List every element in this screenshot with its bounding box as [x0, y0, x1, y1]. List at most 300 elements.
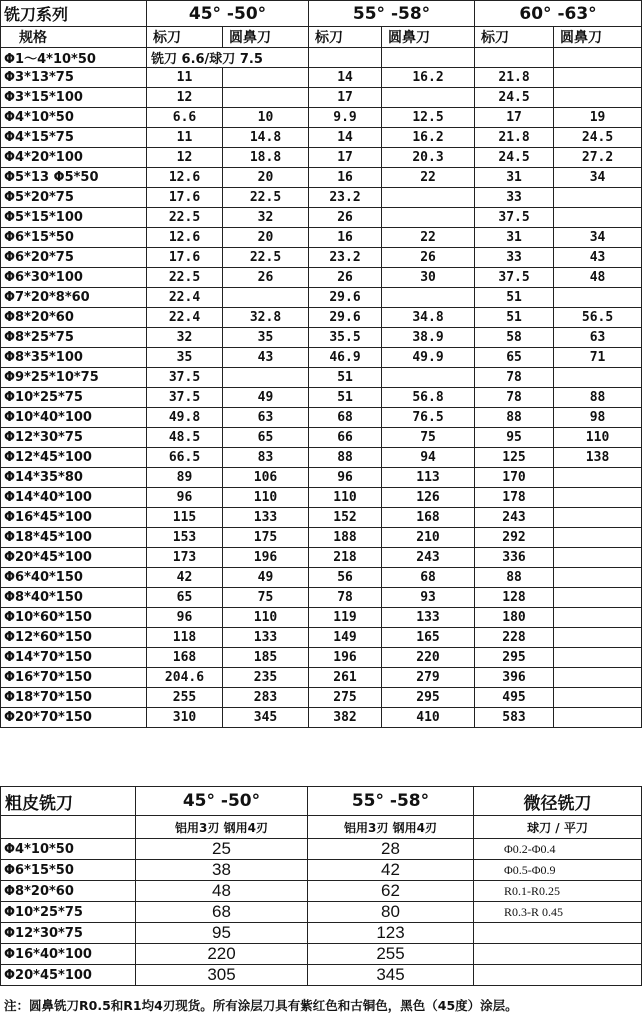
group-header-55-58: 55° -58° [309, 1, 475, 27]
price-cell [223, 88, 309, 108]
price-cell: 65 [147, 588, 223, 608]
price-cell: 126 [382, 488, 475, 508]
price-cell: 9.9 [309, 108, 382, 128]
table-row [1, 608, 642, 628]
table-row [1, 268, 642, 288]
price-cell: 220 [136, 944, 308, 965]
spec-cell: Φ8*25*75 [1, 328, 147, 348]
price-cell: 26 [309, 268, 382, 288]
price-cell: 51 [475, 308, 554, 328]
price-cell: 119 [309, 608, 382, 628]
price-cell: 345 [223, 708, 309, 728]
price-cell: 10 [223, 108, 309, 128]
price-cell: 63 [223, 408, 309, 428]
price-cell: 382 [309, 708, 382, 728]
table-row [1, 668, 642, 688]
price-cell [382, 48, 475, 68]
price-cell: 37.5 [147, 368, 223, 388]
price-cell: 48 [554, 268, 642, 288]
price-cell [554, 208, 642, 228]
price-cell: 23.2 [309, 188, 382, 208]
micro-size-cell: Φ0.5-Φ0.9 [474, 860, 642, 881]
price-cell: 279 [382, 668, 475, 688]
price-cell: 228 [475, 628, 554, 648]
price-cell: 123 [308, 923, 474, 944]
spec-cell: Φ14*40*100 [1, 488, 147, 508]
price-cell: 49.8 [147, 408, 223, 428]
price-cell: 283 [223, 688, 309, 708]
price-cell [382, 88, 475, 108]
price-cell: 32 [147, 328, 223, 348]
spec-cell: Φ8*20*60 [1, 881, 136, 902]
footnote: 注：圆鼻铣刀R0.5和R1均4刃现货。所有涂层刀具有紫红色和古铜色，黑色（45度）涂层。 [4, 998, 518, 1013]
table-row [1, 965, 642, 986]
price-cell: 152 [309, 508, 382, 528]
price-cell: 26 [309, 208, 382, 228]
price-cell: 51 [309, 368, 382, 388]
price-cell: 16.2 [382, 68, 475, 88]
price-cell: 12.6 [147, 228, 223, 248]
price-cell: 26 [382, 248, 475, 268]
price-cell: 133 [223, 628, 309, 648]
price-cell: 58 [475, 328, 554, 348]
table-row [1, 468, 642, 488]
price-cell: 49 [223, 568, 309, 588]
price-cell: 35.5 [309, 328, 382, 348]
price-cell: 89 [147, 468, 223, 488]
price-cell: 255 [308, 944, 474, 965]
price-cell: 38 [136, 860, 308, 881]
price-cell: 275 [309, 688, 382, 708]
price-cell: 68 [382, 568, 475, 588]
table-row [1, 108, 642, 128]
price-cell [554, 628, 642, 648]
price-cell: 12.6 [147, 168, 223, 188]
table-row [1, 628, 642, 648]
group-header-55-58: 55° -58° [308, 787, 474, 816]
table-row [1, 944, 642, 965]
price-cell: 56.5 [554, 308, 642, 328]
group-header-60-63: 60° -63° [475, 1, 642, 27]
table-row [1, 588, 642, 608]
price-cell [382, 188, 475, 208]
price-cell: 65 [475, 348, 554, 368]
spec-header: 规格 [1, 27, 147, 48]
price-cell [554, 468, 642, 488]
spec-cell: Φ5*20*75 [1, 188, 147, 208]
price-cell: 170 [475, 468, 554, 488]
price-cell: 96 [147, 488, 223, 508]
spec-cell: Φ18*45*100 [1, 528, 147, 548]
price-cell: 29.6 [309, 308, 382, 328]
price-cell: 204.6 [147, 668, 223, 688]
price-cell: 34 [554, 228, 642, 248]
spec-cell: Φ6*30*100 [1, 268, 147, 288]
price-cell: 295 [382, 688, 475, 708]
spec-cell: Φ16*70*150 [1, 668, 147, 688]
table-row [1, 708, 642, 728]
price-cell: 17.6 [147, 188, 223, 208]
price-cell: 63 [554, 328, 642, 348]
price-cell: 68 [136, 902, 308, 923]
table-row [1, 568, 642, 588]
table-row [1, 188, 642, 208]
price-cell: 37.5 [475, 268, 554, 288]
price-cell [554, 648, 642, 668]
spec-cell: Φ10*40*100 [1, 408, 147, 428]
price-cell [554, 368, 642, 388]
spec-cell: Φ6*15*50 [1, 860, 136, 881]
price-cell: 33 [475, 188, 554, 208]
price-cell: 17 [309, 88, 382, 108]
price-cell [382, 208, 475, 228]
price-cell: 110 [554, 428, 642, 448]
price-cell: 19 [554, 108, 642, 128]
price-cell: 128 [475, 588, 554, 608]
price-cell: 94 [382, 448, 475, 468]
price-cell [223, 368, 309, 388]
table-row [1, 148, 642, 168]
price-cell: 62 [308, 881, 474, 902]
price-cell: 14 [309, 68, 382, 88]
table-row [1, 408, 642, 428]
price-cell: 17 [475, 108, 554, 128]
sub-header-standard: 标刀 [147, 27, 223, 48]
price-cell: 20 [223, 168, 309, 188]
spec-cell: Φ7*20*8*60 [1, 288, 147, 308]
price-cell: 12 [147, 88, 223, 108]
sub-header-row [1, 816, 642, 839]
series-title: 铣刀系列 [1, 1, 147, 27]
spec-cell: Φ3*13*75 [1, 68, 147, 88]
price-cell [554, 48, 642, 68]
spec-cell: Φ20*70*150 [1, 708, 147, 728]
price-cell: 24.5 [475, 148, 554, 168]
price-cell [475, 48, 554, 68]
price-cell: 37.5 [147, 388, 223, 408]
price-cell: 88 [554, 388, 642, 408]
table-row [1, 428, 642, 448]
price-cell: 410 [382, 708, 475, 728]
spec-header-empty [1, 816, 136, 839]
price-cell: 35 [147, 348, 223, 368]
price-cell: 34.8 [382, 308, 475, 328]
price-cell: 22.5 [147, 208, 223, 228]
price-cell: 14 [309, 128, 382, 148]
table-row [1, 328, 642, 348]
price-cell: 95 [136, 923, 308, 944]
price-cell [554, 88, 642, 108]
table-row [1, 168, 642, 188]
price-cell: 17.6 [147, 248, 223, 268]
table-row [1, 860, 642, 881]
spec-cell: Φ20*45*100 [1, 548, 147, 568]
price-cell: 292 [475, 528, 554, 548]
price-cell: 31 [475, 168, 554, 188]
price-cell [309, 48, 382, 68]
table-row [1, 68, 642, 88]
price-cell: 88 [309, 448, 382, 468]
price-cell: 22.4 [147, 288, 223, 308]
price-cell: 31 [475, 228, 554, 248]
table-row [1, 881, 642, 902]
sub-header-standard: 标刀 [475, 27, 554, 48]
micro-size-cell: R0.1-R0.25 [474, 881, 642, 902]
price-cell: 22.5 [147, 268, 223, 288]
price-cell: 93 [382, 588, 475, 608]
price-cell: 35 [223, 328, 309, 348]
price-cell: 88 [475, 568, 554, 588]
price-cell: 220 [382, 648, 475, 668]
micro-series-title: 微径铣刀 [474, 787, 642, 816]
price-cell: 28 [308, 839, 474, 860]
price-cell: 78 [475, 388, 554, 408]
sub-header-flutes: 铝用3刃 钢用4刃 [308, 816, 474, 839]
table-row [1, 528, 642, 548]
price-cell: 32 [223, 208, 309, 228]
price-cell: 24.5 [554, 128, 642, 148]
price-cell: 188 [309, 528, 382, 548]
price-cell: 11 [147, 68, 223, 88]
price-cell: 175 [223, 528, 309, 548]
price-cell: 295 [475, 648, 554, 668]
price-cell: 33 [475, 248, 554, 268]
price-cell: 43 [554, 248, 642, 268]
price-cell: 16 [309, 228, 382, 248]
price-cell: 71 [554, 348, 642, 368]
price-cell: 110 [223, 488, 309, 508]
price-cell [554, 668, 642, 688]
price-cell: 34 [554, 168, 642, 188]
sub-header-corner-radius: 圆鼻刀 [223, 27, 309, 48]
price-cell: 38.9 [382, 328, 475, 348]
price-cell: 396 [475, 668, 554, 688]
price-cell: 68 [309, 408, 382, 428]
price-cell: 66.5 [147, 448, 223, 468]
price-cell [382, 288, 475, 308]
price-cell: 29.6 [309, 288, 382, 308]
price-cell: 49 [223, 388, 309, 408]
price-cell: 583 [475, 708, 554, 728]
table-row [1, 448, 642, 468]
price-cell: 80 [308, 902, 474, 923]
spec-cell: Φ14*70*150 [1, 648, 147, 668]
price-cell [223, 68, 309, 88]
price-cell: 310 [147, 708, 223, 728]
rough-series-title: 粗皮铣刀 [1, 787, 136, 816]
spec-cell: Φ10*25*75 [1, 902, 136, 923]
price-cell: 48.5 [147, 428, 223, 448]
price-cell: 138 [554, 448, 642, 468]
price-cell [382, 368, 475, 388]
price-cell: 75 [223, 588, 309, 608]
spec-cell: Φ8*35*100 [1, 348, 147, 368]
spec-cell: Φ3*15*100 [1, 88, 147, 108]
price-cell: 88 [475, 408, 554, 428]
table-row [1, 548, 642, 568]
table-row [1, 488, 642, 508]
price-cell [554, 68, 642, 88]
price-cell: 16.2 [382, 128, 475, 148]
table-row [1, 839, 642, 860]
price-cell: 149 [309, 628, 382, 648]
price-cell [554, 608, 642, 628]
price-cell: 495 [475, 688, 554, 708]
spec-cell: Φ4*20*100 [1, 148, 147, 168]
price-cell: 165 [382, 628, 475, 648]
price-cell: 110 [309, 488, 382, 508]
price-cell: 133 [223, 508, 309, 528]
price-cell [554, 708, 642, 728]
price-cell: 210 [382, 528, 475, 548]
price-cell: 125 [475, 448, 554, 468]
spec-cell: Φ12*45*100 [1, 448, 147, 468]
price-note-cell: 铣刀 6.6/球刀 7.5 [147, 48, 309, 68]
price-cell: 345 [308, 965, 474, 986]
table-row [1, 88, 642, 108]
sub-header-corner-radius: 圆鼻刀 [382, 27, 475, 48]
price-cell: 185 [223, 648, 309, 668]
price-cell: 336 [475, 548, 554, 568]
spec-cell: Φ10*60*150 [1, 608, 147, 628]
price-cell: 27.2 [554, 148, 642, 168]
micro-size-cell: Φ0.2-Φ0.4 [474, 839, 642, 860]
price-cell [554, 688, 642, 708]
price-cell: 30 [382, 268, 475, 288]
table-row [1, 648, 642, 668]
table-row [1, 923, 642, 944]
price-cell: 98 [554, 408, 642, 428]
price-cell: 14.8 [223, 128, 309, 148]
spec-cell: Φ1～4*10*50 [1, 48, 147, 68]
price-cell: 22.5 [223, 248, 309, 268]
price-cell: 305 [136, 965, 308, 986]
price-cell: 51 [475, 288, 554, 308]
price-cell: 243 [382, 548, 475, 568]
price-cell: 6.6 [147, 108, 223, 128]
price-cell: 196 [223, 548, 309, 568]
price-cell: 21.8 [475, 68, 554, 88]
table-row [1, 368, 642, 388]
price-cell: 46.9 [309, 348, 382, 368]
micro-size-cell [474, 944, 642, 965]
sub-header-corner-radius: 圆鼻刀 [554, 27, 642, 48]
price-cell: 255 [147, 688, 223, 708]
price-cell: 22 [382, 168, 475, 188]
table-row [1, 208, 642, 228]
price-cell: 235 [223, 668, 309, 688]
price-cell: 110 [223, 608, 309, 628]
price-cell: 115 [147, 508, 223, 528]
rough-cutter-table [0, 786, 642, 986]
price-cell: 180 [475, 608, 554, 628]
spec-cell: Φ16*45*100 [1, 508, 147, 528]
price-cell: 17 [309, 148, 382, 168]
price-cell: 42 [147, 568, 223, 588]
price-cell: 153 [147, 528, 223, 548]
price-cell [554, 508, 642, 528]
price-cell: 243 [475, 508, 554, 528]
price-cell: 78 [309, 588, 382, 608]
price-cell: 42 [308, 860, 474, 881]
spec-cell: Φ12*30*75 [1, 428, 147, 448]
group-header-45-50: 45° -50° [136, 787, 308, 816]
price-cell: 113 [382, 468, 475, 488]
price-cell [554, 548, 642, 568]
spec-cell: Φ12*30*75 [1, 923, 136, 944]
price-cell [554, 568, 642, 588]
spec-cell: Φ6*15*50 [1, 228, 147, 248]
price-cell: 196 [309, 648, 382, 668]
price-cell: 23.2 [309, 248, 382, 268]
price-cell: 49.9 [382, 348, 475, 368]
price-cell [554, 588, 642, 608]
table-row [1, 288, 642, 308]
price-cell: 37.5 [475, 208, 554, 228]
price-cell: 56.8 [382, 388, 475, 408]
price-cell: 76.5 [382, 408, 475, 428]
price-cell: 32.8 [223, 308, 309, 328]
price-cell: 48 [136, 881, 308, 902]
micro-size-cell [474, 923, 642, 944]
spec-cell: Φ6*40*150 [1, 568, 147, 588]
price-cell: 22.5 [223, 188, 309, 208]
price-cell [554, 488, 642, 508]
spec-cell: Φ4*15*75 [1, 128, 147, 148]
price-cell: 12.5 [382, 108, 475, 128]
spec-cell: Φ20*45*100 [1, 965, 136, 986]
price-cell: 218 [309, 548, 382, 568]
price-cell: 11 [147, 128, 223, 148]
price-cell: 75 [382, 428, 475, 448]
price-cell: 56 [309, 568, 382, 588]
table-row [1, 348, 642, 368]
spec-cell: Φ4*10*50 [1, 108, 147, 128]
spec-cell: Φ16*40*100 [1, 944, 136, 965]
price-cell: 178 [475, 488, 554, 508]
price-cell: 261 [309, 668, 382, 688]
price-cell: 21.8 [475, 128, 554, 148]
group-header-45-50: 45° -50° [147, 1, 309, 27]
price-cell [554, 188, 642, 208]
price-cell: 95 [475, 428, 554, 448]
price-cell: 168 [147, 648, 223, 668]
price-cell: 24.5 [475, 88, 554, 108]
price-cell: 78 [475, 368, 554, 388]
table-row [1, 508, 642, 528]
table-row [1, 228, 642, 248]
group-header-row [1, 1, 642, 27]
sub-header-flutes: 铝用3刃 钢用4刃 [136, 816, 308, 839]
price-cell: 26 [223, 268, 309, 288]
price-cell: 43 [223, 348, 309, 368]
table-row [1, 902, 642, 923]
price-cell [223, 288, 309, 308]
price-cell: 106 [223, 468, 309, 488]
table-row [1, 248, 642, 268]
micro-size-cell: R0.3-R 0.45 [474, 902, 642, 923]
spec-cell: Φ18*70*150 [1, 688, 147, 708]
sub-header-standard: 标刀 [309, 27, 382, 48]
micro-size-cell [474, 965, 642, 986]
price-cell: 12 [147, 148, 223, 168]
price-cell: 133 [382, 608, 475, 628]
price-cell: 66 [309, 428, 382, 448]
sub-header-ball-flat: 球刀 / 平刀 [474, 816, 642, 839]
price-cell: 168 [382, 508, 475, 528]
price-cell: 118 [147, 628, 223, 648]
price-cell: 22.4 [147, 308, 223, 328]
